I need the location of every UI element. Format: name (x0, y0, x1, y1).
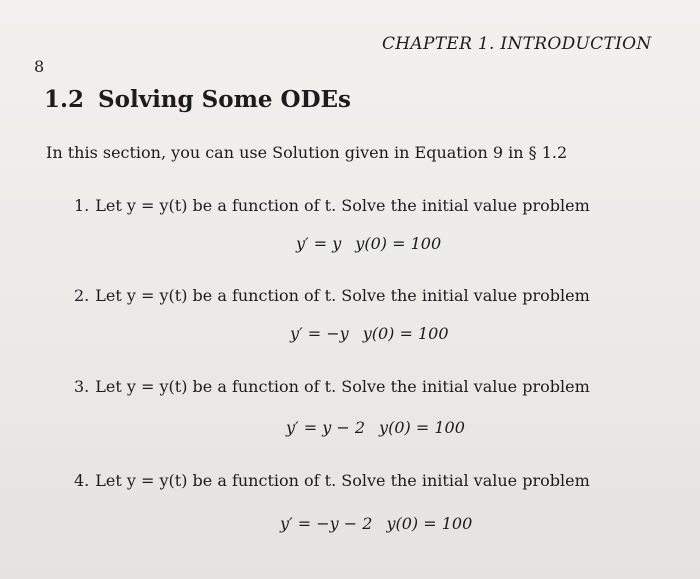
problem-3-statement (74, 377, 590, 396)
problem-3-initial-condition: y(0) = 100 (379, 418, 465, 437)
section-heading (44, 86, 351, 113)
problem-3-number: 3. (74, 377, 90, 396)
problem-1-statement (74, 196, 590, 215)
problem-3-text: Let y = y(t) be a function of t. Solve the initial value problem (95, 377, 590, 396)
problem-1-initial-condition: y(0) = 100 (355, 234, 442, 253)
problem-3-equation (286, 418, 465, 437)
problem-2-equation (290, 324, 449, 343)
problem-1-ode: y′ = y (296, 234, 342, 253)
problem-4-equation (280, 514, 472, 533)
problem-4-ode: y′ = −y − 2 (280, 514, 373, 533)
problem-2-statement (74, 286, 590, 305)
problem-2-initial-condition: y(0) = 100 (362, 324, 449, 343)
problem-1-number: 1. (74, 196, 90, 215)
problem-2-text: Let y = y(t) be a function of t. Solve the initial value problem (95, 286, 590, 305)
problem-2-number: 2. (74, 286, 90, 305)
problem-1-text: Let y = y(t) be a function of t. Solve the initial value problem (95, 196, 590, 215)
running-head: CHAPTER 1. INTRODUCTION (382, 34, 652, 54)
problem-3-ode: y′ = y − 2 (286, 418, 366, 437)
problem-2-ode: y′ = −y (290, 324, 349, 343)
intro-paragraph: In this section, you can use Solution given in Equation 9 in § 1.2 (46, 143, 568, 162)
problem-4-text: Let y = y(t) be a function of t. Solve the initial value problem (95, 471, 590, 490)
page-number: 8 (34, 57, 45, 76)
section-number: 1.2 (44, 86, 85, 113)
problem-4-statement (74, 471, 590, 490)
problem-4-initial-condition: y(0) = 100 (386, 514, 473, 533)
section-title: Solving Some ODEs (98, 86, 352, 113)
problem-4-number: 4. (74, 471, 90, 490)
problem-1-equation (296, 234, 441, 253)
